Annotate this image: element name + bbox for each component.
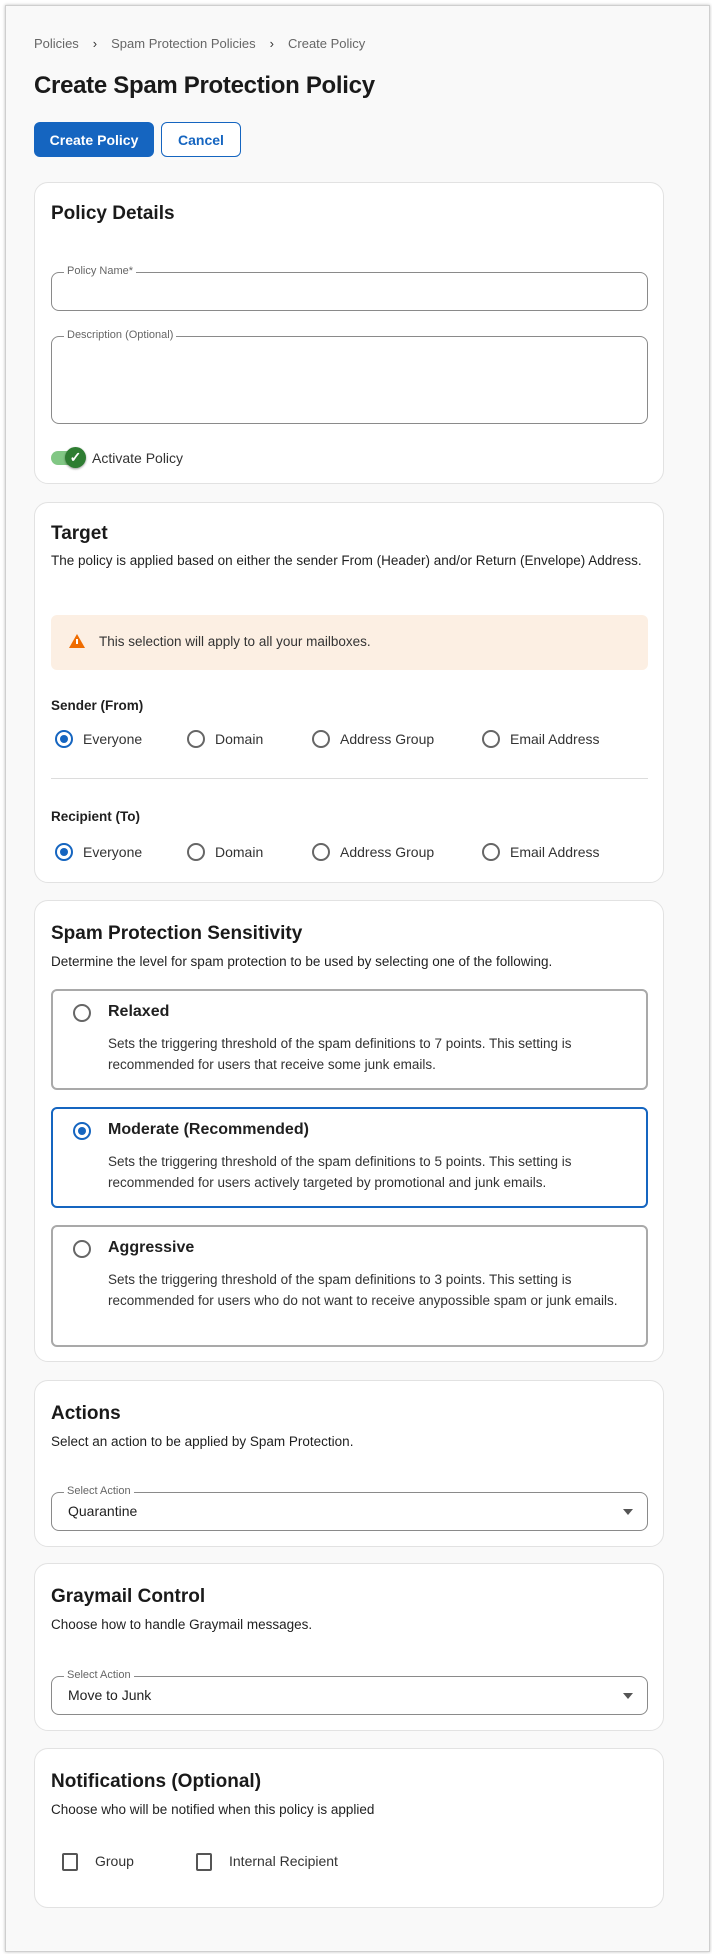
section-heading: Spam Protection Sensitivity <box>51 923 303 944</box>
warning-alert <box>51 615 648 670</box>
group-checkbox[interactable] <box>62 1853 78 1871</box>
action-select[interactable] <box>51 1485 648 1531</box>
toggle-label: Activate Policy <box>92 450 184 466</box>
radio-label: Address Group <box>340 731 435 747</box>
radio-label: Domain <box>215 731 264 747</box>
description-field[interactable] <box>51 329 648 424</box>
sensitivity-option-aggressive[interactable] <box>51 1225 648 1347</box>
section-description: Determine the level for spam protection to be used by selecting one of the following. <box>51 954 553 969</box>
section-heading: Target <box>51 523 108 544</box>
radio-label: Everyone <box>83 731 143 747</box>
cancel-button[interactable]: Cancel <box>161 122 241 157</box>
section-heading: Notifications (Optional) <box>51 1771 262 1792</box>
option-title: Moderate (Recommended) <box>108 1121 309 1138</box>
caret-down-icon <box>623 1693 633 1699</box>
graymail-card <box>34 1563 664 1731</box>
page <box>5 5 710 1952</box>
radio-label: Address Group <box>340 844 435 860</box>
radio-label: Everyone <box>83 844 143 860</box>
policy-details-card <box>34 182 664 484</box>
breadcrumb-policies[interactable]: Policies <box>34 36 79 51</box>
option-title: Relaxed <box>108 1003 170 1020</box>
sender-everyone-radio[interactable] <box>55 730 73 748</box>
section-heading: Graymail Control <box>51 1586 206 1607</box>
section-description: Choose how to handle Graymail messages. <box>51 1617 313 1632</box>
recipient-email-address-radio[interactable] <box>482 843 500 861</box>
sender-domain-radio[interactable] <box>187 730 205 748</box>
actions-card <box>34 1380 664 1547</box>
sensitivity-option-relaxed[interactable] <box>51 989 648 1090</box>
warning-icon-mark <box>76 639 78 644</box>
radio-label: Email Address <box>510 731 600 747</box>
sender-email-address-radio[interactable] <box>482 730 500 748</box>
recipient-address-group-radio[interactable] <box>312 843 330 861</box>
recipient-everyone-radio[interactable] <box>55 843 73 861</box>
activate-policy-toggle[interactable] <box>51 451 85 465</box>
check-icon: ✓ <box>65 447 86 468</box>
recipient-label: Recipient (To) <box>51 809 140 824</box>
alert-text: This selection will apply to all your mailboxes. <box>99 634 371 649</box>
selected-value: Move to Junk <box>68 1687 152 1703</box>
chevron-right-icon: › <box>92 36 98 51</box>
internal-recipient-checkbox[interactable] <box>196 1853 212 1871</box>
selected-value: Quarantine <box>68 1503 138 1519</box>
option-description: Sets the triggering threshold of the spam definitions to 3 points. This setting is recommended for users who do not want to receive anypossible spam or junk emails. <box>108 1272 618 1308</box>
sensitivity-option-moderate[interactable] <box>51 1107 648 1208</box>
breadcrumb-spam-protection-policies[interactable]: Spam Protection Policies <box>111 36 256 51</box>
spam-sensitivity-card <box>34 900 664 1362</box>
caret-down-icon <box>623 1509 633 1515</box>
section-heading: Policy Details <box>51 203 175 224</box>
page-title: Create Spam Protection Policy <box>34 72 375 99</box>
option-description: Sets the triggering threshold of the spam definitions to 7 points. This setting is recommended for users that receive some junk emails. <box>108 1036 572 1072</box>
aggressive-radio[interactable] <box>73 1240 91 1258</box>
sender-label: Sender (From) <box>51 698 144 713</box>
policy-name-field[interactable] <box>51 265 648 311</box>
field-label: Select Action <box>64 1669 134 1681</box>
divider <box>51 778 648 779</box>
section-description: The policy is applied based on either the sender From (Header) and/or Return (Envelope) Address. <box>51 553 642 568</box>
radio-label: Email Address <box>510 844 600 860</box>
sender-address-group-radio[interactable] <box>312 730 330 748</box>
relaxed-radio[interactable] <box>73 1004 91 1022</box>
notifications-card <box>34 1748 664 1908</box>
section-heading: Actions <box>51 1403 121 1424</box>
option-title: Aggressive <box>108 1239 195 1256</box>
field-label: Policy Name* <box>64 265 136 277</box>
option-description: Sets the triggering threshold of the spam definitions to 5 points. This setting is recommended for users actively targeted by promotional and junk emails. <box>108 1154 572 1190</box>
create-policy-button[interactable]: Create Policy <box>34 122 154 157</box>
section-description: Select an action to be applied by Spam Protection. <box>51 1434 354 1449</box>
field-label: Select Action <box>64 1485 134 1497</box>
section-description: Choose who will be notified when this policy is applied <box>51 1802 375 1817</box>
graymail-action-select[interactable] <box>51 1669 648 1715</box>
field-label: Description (Optional) <box>64 329 176 341</box>
checkbox-label: Internal Recipient <box>229 1853 338 1869</box>
target-card <box>34 502 664 883</box>
radio-label: Domain <box>215 844 264 860</box>
breadcrumb-create-policy: Create Policy <box>288 36 366 51</box>
recipient-domain-radio[interactable] <box>187 843 205 861</box>
chevron-right-icon: › <box>269 36 274 51</box>
breadcrumb <box>34 36 365 51</box>
moderate-radio[interactable] <box>73 1122 91 1140</box>
checkbox-label: Group <box>95 1853 134 1869</box>
